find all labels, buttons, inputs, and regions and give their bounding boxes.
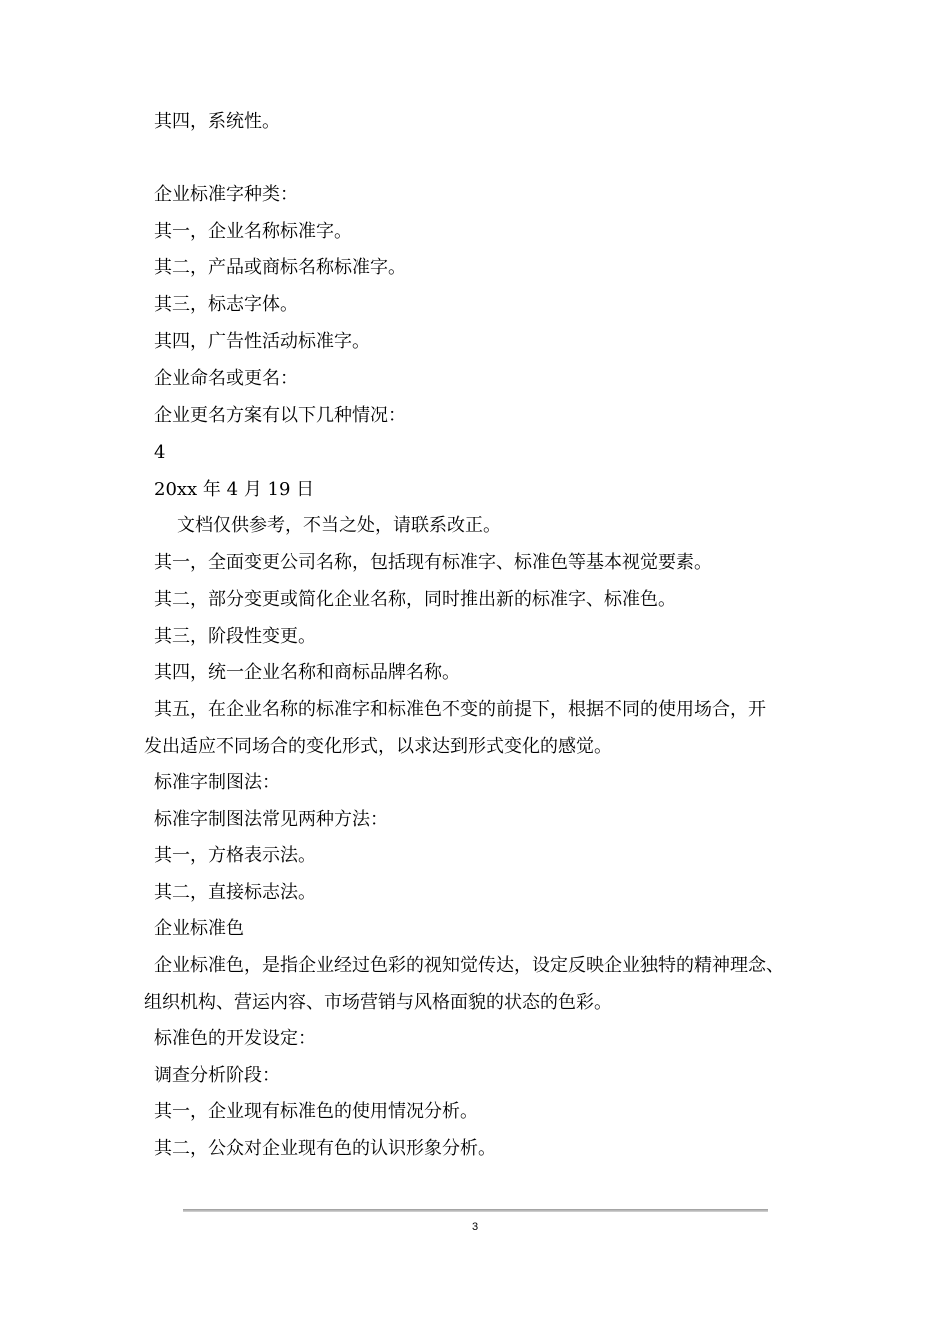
text-line: 其二，产品或商标名称标准字。 xyxy=(154,257,406,278)
text-line: 其四，系统性。 xyxy=(154,111,280,132)
disclaimer-line: 文档仅供参考，不当之处，请联系改正。 xyxy=(177,515,501,536)
text-line: 其一，全面变更公司名称，包括现有标准字、标准色等基本视觉要素。 xyxy=(154,552,712,573)
text-line: 其三，阶段性变更。 xyxy=(154,626,316,647)
text-line-continued: 发出适应不同场合的变化形式，以求达到形式变化的感觉。 xyxy=(144,736,612,757)
text-line: 其二，部分变更或简化企业名称，同时推出新的标准字、标准色。 xyxy=(154,589,676,610)
text-line: 其一，方格表示法。 xyxy=(154,845,316,866)
text-line: 标准字制图法常见两种方法： xyxy=(154,809,388,830)
text-line: 其二，直接标志法。 xyxy=(154,882,316,903)
text-line: 其三，标志字体。 xyxy=(154,294,298,315)
page-number: 3 xyxy=(471,1221,479,1233)
section-heading: 企业命名或更名： xyxy=(154,368,298,389)
text-line: 企业标准色，是指企业经过色彩的视知觉传达，设定反映企业独特的精神理念、 xyxy=(154,955,784,976)
text-line: 其二，公众对企业现有色的认识形象分析。 xyxy=(154,1138,496,1159)
text-line: 其五，在企业名称的标准字和标准色不变的前提下，根据不同的使用场合，开 xyxy=(154,699,766,720)
section-heading: 标准字制图法： xyxy=(154,772,280,793)
text-line: 其四，统一企业名称和商标品牌名称。 xyxy=(154,662,460,683)
section-heading: 企业标准字种类： xyxy=(154,184,298,205)
text-line: 其一，企业名称标准字。 xyxy=(154,221,352,242)
text-line: 企业更名方案有以下几种情况： xyxy=(154,405,406,426)
section-heading: 企业标准色 xyxy=(154,918,244,939)
footer-divider xyxy=(183,1209,768,1212)
text-line: 其四，广告性活动标准字。 xyxy=(154,331,370,352)
text-line: 调查分析阶段： xyxy=(154,1065,280,1086)
date-line: 20xx 年 4 月 19 日 xyxy=(154,479,315,500)
text-line-continued: 组织机构、营运内容、市场营销与风格面貌的状态的色彩。 xyxy=(144,992,612,1013)
section-heading: 标准色的开发设定： xyxy=(154,1028,316,1049)
text-line: 4 xyxy=(154,442,166,463)
text-line: 其一，企业现有标准色的使用情况分析。 xyxy=(154,1101,478,1122)
